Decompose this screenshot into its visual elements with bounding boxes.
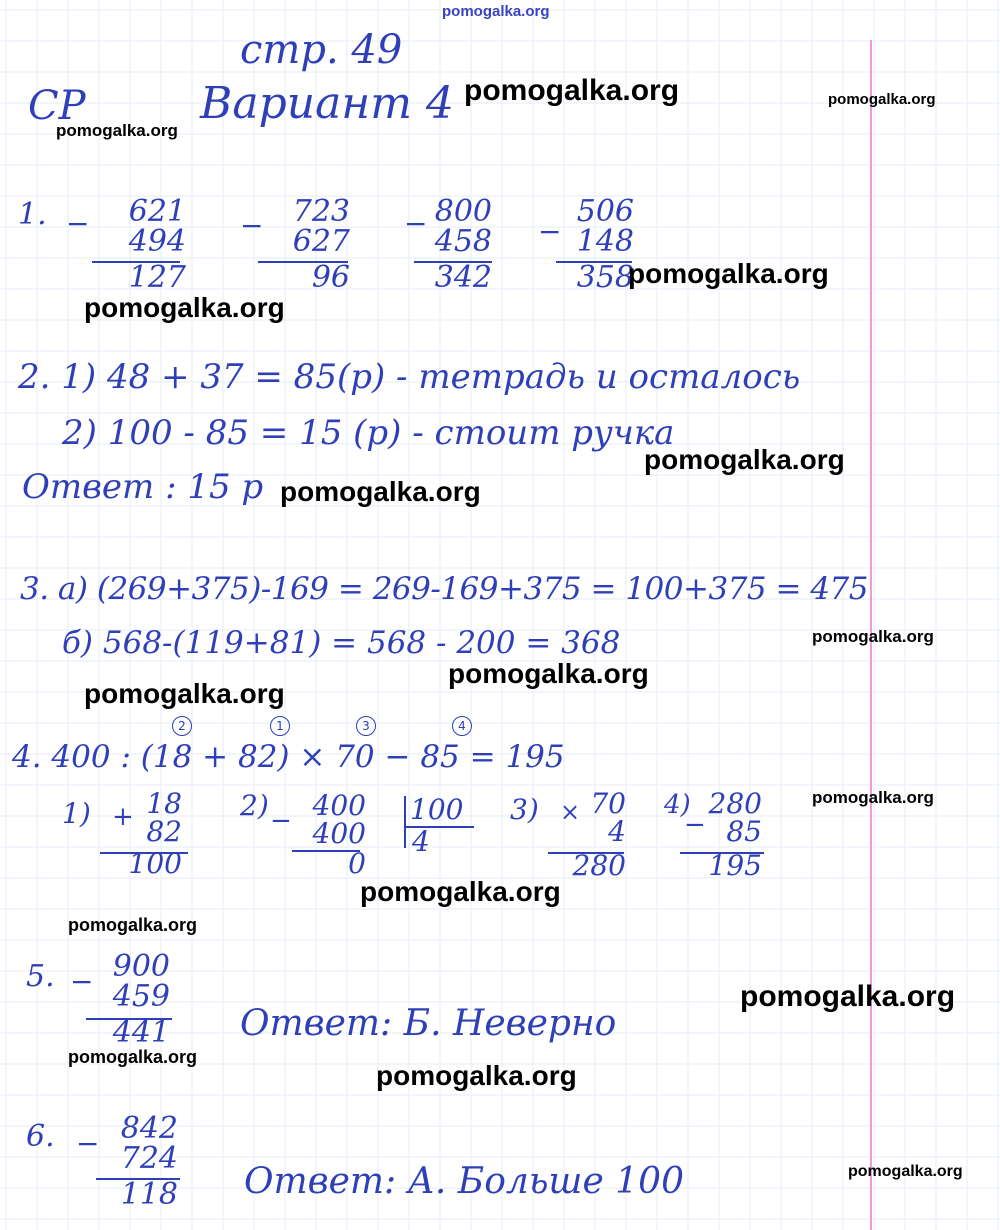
minus-sign: − bbox=[70, 965, 94, 998]
result-line bbox=[258, 261, 348, 263]
minus-sign: − bbox=[76, 1127, 100, 1160]
minuend: 723 bbox=[292, 194, 350, 229]
quotient: 4 bbox=[412, 825, 430, 858]
task2-line-2: 2) 100 - 85 = 15 (р) - стоит ручка bbox=[62, 413, 675, 453]
order-mark-addition: 1 bbox=[270, 716, 290, 736]
watermark: pomogalka.org bbox=[360, 876, 561, 907]
multiplication bbox=[560, 787, 626, 882]
subtraction bbox=[96, 194, 186, 295]
subtrahend: 724 bbox=[120, 1141, 178, 1176]
subtrahend: 148 bbox=[576, 224, 634, 259]
task6-answer: Ответ: А. Больше 100 bbox=[244, 1161, 684, 1202]
divisor-vertical-line bbox=[404, 796, 406, 848]
minus-sign: − bbox=[684, 810, 706, 840]
minus-sign: − bbox=[240, 209, 264, 242]
page-number: стр. 49 bbox=[240, 27, 403, 73]
subtrahend: 627 bbox=[292, 224, 350, 259]
task5-subtraction bbox=[86, 949, 170, 1050]
watermark: pomogalka.org bbox=[280, 476, 481, 507]
watermark: pomogalka.org bbox=[828, 91, 936, 108]
difference: 358 bbox=[576, 260, 634, 295]
watermark: pomogalka.org bbox=[376, 1060, 577, 1091]
watermark: pomogalka.org bbox=[740, 980, 956, 1013]
watermark: pomogalka.org bbox=[84, 292, 285, 323]
task4-expression: 4. 400 : (18 + 82) × 70 − 85 = 195 bbox=[12, 739, 565, 775]
minuend: 280 bbox=[708, 787, 762, 820]
watermark-top: pomogalka.org bbox=[442, 3, 550, 20]
sum: 100 bbox=[128, 847, 182, 880]
order-mark-subtraction: 4 bbox=[452, 716, 472, 736]
subtraction bbox=[414, 194, 492, 295]
divisor: 100 bbox=[410, 793, 464, 826]
difference: 118 bbox=[120, 1177, 178, 1212]
addition bbox=[100, 787, 182, 880]
addend-1: 18 bbox=[146, 787, 182, 820]
step-label: 4) bbox=[664, 790, 691, 820]
difference: 342 bbox=[434, 260, 492, 295]
subtrahend: 85 bbox=[726, 815, 762, 848]
difference: 127 bbox=[128, 260, 186, 295]
task6-number: 6. bbox=[26, 1119, 55, 1154]
long-division bbox=[284, 789, 366, 880]
subtrahend: 459 bbox=[112, 979, 170, 1014]
minuend: 506 bbox=[576, 194, 634, 229]
watermark: pomogalka.org bbox=[628, 258, 829, 289]
difference: 96 bbox=[311, 260, 350, 295]
task3-line-b: б) 568-(119+81) = 568 - 200 = 368 bbox=[62, 625, 621, 661]
subtraction bbox=[552, 194, 634, 295]
variant-title: Вариант 4 bbox=[200, 78, 454, 129]
watermark: pomogalka.org bbox=[84, 678, 285, 709]
task1-number: 1. bbox=[18, 197, 47, 232]
task2-answer: Ответ : 15 р bbox=[22, 467, 264, 507]
dividend: 400 bbox=[312, 789, 366, 822]
result-line bbox=[414, 261, 492, 263]
task6-subtraction bbox=[96, 1111, 178, 1212]
subtraction bbox=[690, 787, 762, 882]
order-mark-multiplication: 3 bbox=[356, 716, 376, 736]
subtrahend: 458 bbox=[434, 224, 492, 259]
factor-1: 70 bbox=[590, 787, 626, 820]
minus-sign: − bbox=[538, 215, 562, 248]
minuend: 900 bbox=[112, 949, 170, 984]
difference: 441 bbox=[112, 1015, 170, 1050]
minuend: 800 bbox=[434, 194, 492, 229]
multiply-sign: × bbox=[560, 798, 581, 826]
watermark: pomogalka.org bbox=[68, 915, 198, 935]
step-label: 2) bbox=[240, 789, 269, 822]
minuend: 842 bbox=[120, 1111, 178, 1146]
addend-2: 82 bbox=[146, 815, 182, 848]
work-label: СР bbox=[28, 83, 86, 129]
watermark: pomogalka.org bbox=[56, 121, 178, 140]
step-label: 3) bbox=[510, 793, 539, 826]
result-line bbox=[100, 852, 188, 854]
result-line bbox=[548, 852, 624, 854]
task5-answer: Ответ: Б. Неверно bbox=[240, 1003, 617, 1044]
result-line bbox=[92, 261, 180, 263]
result-line bbox=[96, 1178, 180, 1180]
watermark: pomogalka.org bbox=[812, 788, 934, 807]
subtracted: 400 bbox=[312, 817, 366, 850]
result-line bbox=[86, 1018, 172, 1020]
plus-sign: + bbox=[112, 802, 134, 832]
task5-number: 5. bbox=[26, 959, 55, 994]
minus-sign: − bbox=[270, 806, 292, 836]
remainder-line bbox=[292, 850, 360, 852]
watermark: pomogalka.org bbox=[448, 658, 649, 689]
watermark: pomogalka.org bbox=[644, 444, 845, 475]
step-label: 1) bbox=[62, 797, 91, 830]
product: 280 bbox=[572, 849, 626, 882]
watermark: pomogalka.org bbox=[848, 1163, 963, 1180]
factor-2: 4 bbox=[608, 815, 626, 848]
difference: 195 bbox=[708, 849, 762, 882]
minuend: 621 bbox=[128, 194, 186, 229]
watermark: pomogalka.org bbox=[812, 627, 934, 646]
task2-line-1: 2. 1) 48 + 37 = 85(р) - тетрадь и осталось bbox=[18, 357, 801, 397]
subtraction bbox=[266, 194, 350, 295]
subtrahend: 494 bbox=[128, 224, 186, 259]
watermark: pomogalka.org bbox=[464, 74, 680, 107]
watermark: pomogalka.org bbox=[68, 1047, 198, 1067]
remainder: 0 bbox=[348, 847, 366, 880]
minus-sign: − bbox=[404, 207, 428, 240]
result-line bbox=[556, 261, 632, 263]
task3-line-a: 3. а) (269+375)-169 = 269-169+375 = 100+375 = 475 bbox=[20, 571, 868, 607]
order-mark-division: 2 bbox=[172, 716, 192, 736]
minus-sign: − bbox=[66, 207, 90, 240]
result-line bbox=[680, 852, 764, 854]
